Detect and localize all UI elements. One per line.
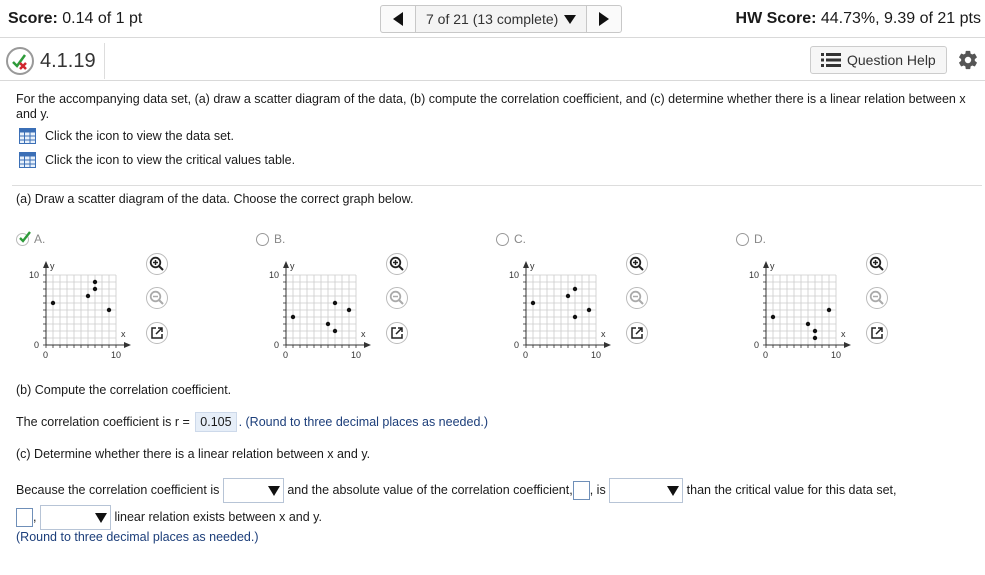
data-set-link[interactable] <box>16 126 966 146</box>
choice-letter: B. <box>274 232 286 246</box>
question-picker[interactable] <box>415 6 587 32</box>
graph-choice-c[interactable] <box>496 230 736 360</box>
y-axis-label: y <box>50 261 55 271</box>
abs-r-input[interactable] <box>573 481 590 500</box>
data-point <box>566 294 570 298</box>
caret-down-icon <box>268 486 280 496</box>
question-bar <box>0 39 985 81</box>
question-navigator <box>380 5 622 33</box>
y-tick-label: 10 <box>749 270 760 280</box>
previous-question-button[interactable] <box>381 6 415 32</box>
comparison-dropdown[interactable] <box>609 478 683 503</box>
choice-letter: D. <box>754 232 766 246</box>
x-axis-label: x <box>361 329 366 339</box>
graph-choice-b[interactable] <box>256 230 496 360</box>
data-point <box>573 315 577 319</box>
x-tick-label: 10 <box>111 350 122 360</box>
part-c-instruction: (c) Determine whether there is a linear relation between x and y. <box>16 447 371 461</box>
arrow-right-icon <box>599 12 609 26</box>
part-b-instruction: (b) Compute the correlation coefficient. <box>16 383 232 397</box>
data-point <box>93 280 97 284</box>
scatter-plot <box>746 252 856 362</box>
part-c-text-1: Because the correlation coefficient is <box>16 483 220 497</box>
zoom-out-icon[interactable] <box>866 287 888 309</box>
partial-credit-icon <box>6 47 34 75</box>
table-icon <box>19 152 36 168</box>
x-tick-label: 0 <box>763 350 769 360</box>
gear-icon[interactable] <box>957 49 979 71</box>
y-axis-label: y <box>290 261 295 271</box>
question-prompt <box>16 92 966 170</box>
zoom-out-icon[interactable] <box>626 287 648 309</box>
zoom-in-icon[interactable] <box>386 253 408 275</box>
score-value: 0.14 of 1 pt <box>62 10 143 27</box>
correlation-answer-line <box>16 412 488 432</box>
score <box>8 10 142 28</box>
scatter-plot <box>266 252 376 362</box>
choice-letter: C. <box>514 232 526 246</box>
part-c-text-3: , is <box>589 483 606 497</box>
x-axis-label: x <box>601 329 606 339</box>
y-axis-label: y <box>770 261 775 271</box>
existence-dropdown[interactable] <box>40 505 111 530</box>
data-point <box>291 315 295 319</box>
y-tick-label: 0 <box>514 340 520 350</box>
x-tick-label: 0 <box>43 350 49 360</box>
open-external-icon[interactable] <box>866 322 888 344</box>
list-icon <box>821 53 841 67</box>
x-tick-label: 0 <box>283 350 289 360</box>
table-icon <box>19 128 36 144</box>
part-c-text-4: than the critical value for this data set, <box>686 483 897 497</box>
scatter-plot <box>26 252 136 362</box>
part-a-instruction: (a) Draw a scatter diagram of the data. Choose the correct graph below. <box>16 192 414 206</box>
data-point <box>531 301 535 305</box>
critical-values-link-text: Click the icon to view the critical values table. <box>45 152 296 167</box>
y-tick-label: 0 <box>754 340 760 350</box>
graph-choice-d[interactable] <box>736 230 976 360</box>
data-set-link-text: Click the icon to view the data set. <box>45 128 234 143</box>
data-point <box>827 308 831 312</box>
scatter-plot <box>506 252 616 362</box>
data-point <box>326 322 330 326</box>
graph-choice-a[interactable] <box>16 230 256 360</box>
data-point <box>107 308 111 312</box>
data-point <box>813 329 817 333</box>
x-tick-label: 10 <box>591 350 602 360</box>
top-bar <box>0 0 985 38</box>
prompt-text: For the accompanying data set, (a) draw a scatter diagram of the data, (b) compute the correlation coefficient, and (c) determine whether there is a linear relation between x and y. <box>16 92 966 121</box>
radio-button[interactable] <box>736 233 749 246</box>
choice-label[interactable] <box>16 232 45 246</box>
zoom-out-icon[interactable] <box>386 287 408 309</box>
correlation-answer[interactable]: 0.105 <box>195 412 236 432</box>
critical-value-input[interactable] <box>16 508 33 527</box>
correlation-suffix: . (Round to three decimal places as needed.) <box>238 415 489 429</box>
y-tick-label: 0 <box>274 340 280 350</box>
part-c-text-5: , <box>33 510 37 524</box>
data-point <box>587 308 591 312</box>
data-point <box>333 301 337 305</box>
hw-score <box>736 10 981 28</box>
open-external-icon[interactable] <box>626 322 648 344</box>
data-point <box>86 294 90 298</box>
data-point <box>51 301 55 305</box>
divider <box>12 185 982 186</box>
rounding-note: (Round to three decimal places as needed.) <box>16 530 259 544</box>
question-help-button[interactable] <box>810 46 947 74</box>
radio-button[interactable] <box>256 233 269 246</box>
open-external-icon[interactable] <box>146 322 168 344</box>
caret-down-icon <box>564 15 576 24</box>
y-tick-label: 10 <box>269 270 280 280</box>
question-help-label: Question Help <box>847 52 936 68</box>
data-point <box>813 336 817 340</box>
critical-values-link[interactable] <box>16 150 966 170</box>
y-axis-label: y <box>530 261 535 271</box>
data-point <box>333 329 337 333</box>
hw-score-value: 44.73%, 9.39 of 21 pts <box>820 10 981 27</box>
data-point <box>93 287 97 291</box>
caret-down-icon <box>95 513 107 523</box>
zoom-out-icon[interactable] <box>146 287 168 309</box>
radio-button[interactable] <box>496 233 509 246</box>
sign-dropdown[interactable] <box>223 478 284 503</box>
data-point <box>771 315 775 319</box>
question-id <box>6 43 105 79</box>
question-number: 4.1.19 <box>40 49 96 72</box>
question-position: 7 of 21 (13 complete) <box>426 11 559 27</box>
radio-button[interactable] <box>16 233 29 246</box>
y-tick-label: 10 <box>29 270 40 280</box>
y-tick-label: 0 <box>34 340 40 350</box>
x-tick-label: 10 <box>351 350 362 360</box>
part-c-text-6: linear relation exists between x and y. <box>114 510 322 524</box>
open-external-icon[interactable] <box>386 322 408 344</box>
x-tick-label: 0 <box>523 350 529 360</box>
choice-label[interactable] <box>736 232 766 246</box>
x-axis-label: x <box>841 329 846 339</box>
data-point <box>347 308 351 312</box>
caret-down-icon <box>667 486 679 496</box>
zoom-in-icon[interactable] <box>866 253 888 275</box>
part-c-sentence <box>16 477 976 531</box>
zoom-in-icon[interactable] <box>626 253 648 275</box>
next-question-button[interactable] <box>587 6 621 32</box>
x-axis-label: x <box>121 329 126 339</box>
zoom-in-icon[interactable] <box>146 253 168 275</box>
data-point <box>806 322 810 326</box>
choice-letter: A. <box>34 232 46 246</box>
choice-label[interactable] <box>496 232 526 246</box>
data-point <box>573 287 577 291</box>
x-tick-label: 10 <box>831 350 842 360</box>
score-label: Score: <box>8 10 58 27</box>
y-tick-label: 10 <box>509 270 520 280</box>
arrow-left-icon <box>393 12 403 26</box>
correlation-prefix: The correlation coefficient is r = <box>16 415 190 429</box>
choice-label[interactable] <box>256 232 285 246</box>
hw-score-label: HW Score: <box>735 10 817 27</box>
part-c-text-2: and the absolute value of the correlation coefficient, <box>287 483 573 497</box>
